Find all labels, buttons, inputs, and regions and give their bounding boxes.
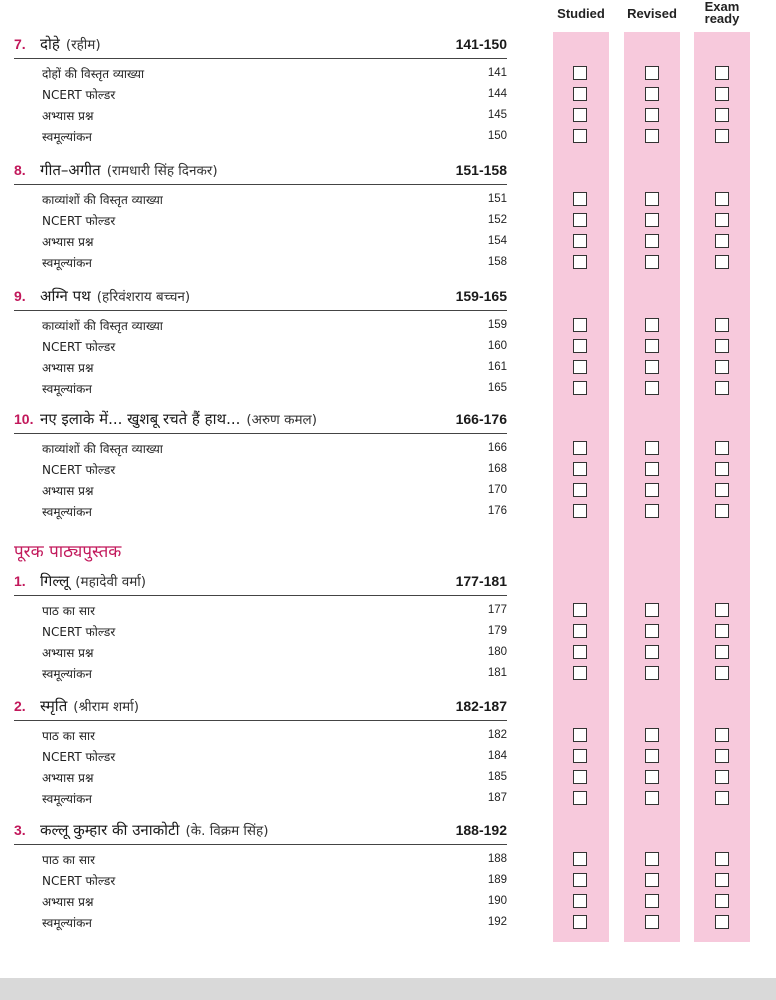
chapter-name	[40, 820, 269, 840]
studied-checkbox[interactable]	[573, 129, 587, 143]
section-row	[42, 107, 507, 125]
revised-checkbox[interactable]	[645, 894, 659, 908]
chapter-author: (के. विक्रम सिंह)	[185, 823, 269, 839]
section-row	[42, 65, 507, 83]
chapter-title-row	[14, 696, 507, 721]
chapter-name	[40, 571, 146, 591]
chapter-title: स्मृति	[40, 697, 68, 715]
studied-checkbox[interactable]	[573, 462, 587, 476]
exam-ready-checkbox[interactable]	[715, 462, 729, 476]
section-page: 170	[487, 484, 507, 496]
exam-ready-checkbox[interactable]	[715, 441, 729, 455]
chapter-author: (हरिवंशराय बच्चन)	[96, 289, 191, 305]
chapter-title: गीत–अगीत	[40, 161, 101, 179]
section-row	[42, 851, 507, 869]
revised-checkbox[interactable]	[645, 483, 659, 497]
revised-checkbox[interactable]	[645, 770, 659, 784]
section-page: 158	[487, 256, 507, 268]
chapter-author: (रहीम)	[65, 37, 101, 53]
section-label: अभ्यास प्रश्न	[42, 895, 94, 909]
section-row	[42, 727, 507, 745]
supplementary-textbook-heading: पूरक पाठ्यपुस्तक	[14, 542, 122, 562]
chapter-author: (अरुण कमल)	[246, 412, 317, 428]
chapter-page-range: 159-165	[455, 288, 507, 304]
chapter-author: (महादेवी वर्मा)	[75, 574, 147, 590]
revised-checkbox[interactable]	[645, 381, 659, 395]
exam-ready-checkbox[interactable]	[715, 894, 729, 908]
section-row	[42, 254, 507, 272]
section-page: 145	[487, 109, 507, 121]
exam-ready-checkbox[interactable]	[715, 749, 729, 763]
section-label: काव्यांशों की विस्तृत व्याख्या	[42, 442, 163, 456]
section-row	[42, 790, 507, 808]
section-row	[42, 623, 507, 641]
section-page: 190	[487, 895, 507, 907]
section-row	[42, 644, 507, 662]
revised-checkbox[interactable]	[645, 339, 659, 353]
exam-ready-checkbox[interactable]	[715, 339, 729, 353]
section-row	[42, 769, 507, 787]
section-label: स्वमूल्यांकन	[42, 916, 92, 930]
chapter-author: (श्रीराम शर्मा)	[73, 699, 139, 715]
section-page: 152	[487, 214, 507, 226]
section-page: 179	[487, 625, 507, 637]
chapter-number: 9.	[14, 288, 26, 304]
revised-checkbox[interactable]	[645, 213, 659, 227]
exam-ready-checkbox[interactable]	[715, 381, 729, 395]
studied-checkbox[interactable]	[573, 894, 587, 908]
studied-checkbox[interactable]	[573, 66, 587, 80]
revised-checkbox[interactable]	[645, 360, 659, 374]
chapter-title: कल्लू कुम्हार की उनाकोटी	[40, 821, 180, 839]
section-label: स्वमूल्यांकन	[42, 130, 92, 144]
section-page: 144	[487, 88, 507, 100]
exam-ready-checkbox[interactable]	[715, 318, 729, 332]
section-row	[42, 440, 507, 458]
section-page: 150	[487, 130, 507, 142]
exam-ready-checkbox[interactable]	[715, 645, 729, 659]
section-row	[42, 665, 507, 683]
section-label: NCERT फोल्डर	[42, 874, 116, 888]
exam-ready-checkbox[interactable]	[715, 234, 729, 248]
revised-checkbox[interactable]	[645, 66, 659, 80]
chapter-number: 7.	[14, 36, 26, 52]
section-label: अभ्यास प्रश्न	[42, 109, 94, 123]
exam-ready-checkbox[interactable]	[715, 213, 729, 227]
section-label: अभ्यास प्रश्न	[42, 235, 94, 249]
revised-checkbox[interactable]	[645, 749, 659, 763]
section-label: स्वमूल्यांकन	[42, 382, 92, 396]
section-label: पाठ का सार	[42, 604, 95, 618]
section-label: अभ्यास प्रश्न	[42, 771, 94, 785]
section-row	[42, 380, 507, 398]
exam-ready-column-header	[692, 1, 752, 25]
section-row	[42, 602, 507, 620]
revised-checkbox[interactable]	[645, 441, 659, 455]
studied-checkbox[interactable]	[573, 255, 587, 269]
studied-checkbox[interactable]	[573, 441, 587, 455]
section-label: पाठ का सार	[42, 853, 95, 867]
exam-ready-checkbox[interactable]	[715, 108, 729, 122]
chapter-number: 10.	[14, 411, 34, 427]
chapter-title-row	[14, 34, 507, 59]
revised-checkbox[interactable]	[645, 624, 659, 638]
studied-checkbox[interactable]	[573, 192, 587, 206]
chapter-title: अग्नि पथ	[40, 287, 91, 305]
studied-checkbox[interactable]	[573, 213, 587, 227]
chapter-title-row	[14, 160, 507, 185]
section-label: अभ्यास प्रश्न	[42, 484, 94, 498]
section-label: काव्यांशों की विस्तृत व्याख्या	[42, 193, 163, 207]
revised-checkbox[interactable]	[645, 462, 659, 476]
section-page: 177	[487, 604, 507, 616]
section-label: NCERT फोल्डर	[42, 750, 116, 764]
section-row	[42, 359, 507, 377]
chapter-title: दोहे	[40, 35, 60, 53]
studied-checkbox[interactable]	[573, 873, 587, 887]
section-label: स्वमूल्यांकन	[42, 792, 92, 806]
section-row	[42, 748, 507, 766]
chapter-page-range: 182-187	[455, 698, 507, 714]
section-page: 165	[487, 382, 507, 394]
section-page: 168	[487, 463, 507, 475]
revised-checkbox[interactable]	[645, 603, 659, 617]
exam-ready-checkbox[interactable]	[715, 915, 729, 929]
revised-checkbox[interactable]	[645, 852, 659, 866]
studied-checkbox[interactable]	[573, 791, 587, 805]
chapter-title-row	[14, 409, 507, 434]
section-page: 154	[487, 235, 507, 247]
section-row	[42, 317, 507, 335]
revised-checkbox[interactable]	[645, 791, 659, 805]
section-label: NCERT फोल्डर	[42, 88, 116, 102]
chapter-page-range: 141-150	[455, 36, 507, 52]
exam-ready-checkbox[interactable]	[715, 873, 729, 887]
revised-checkbox[interactable]	[645, 504, 659, 518]
exam-ready-checkbox[interactable]	[715, 728, 729, 742]
section-row	[42, 503, 507, 521]
studied-checkbox[interactable]	[573, 770, 587, 784]
section-row	[42, 233, 507, 251]
chapter-title-row	[14, 820, 507, 845]
exam-ready-line1: Exam	[704, 0, 740, 14]
chapter-name	[40, 34, 101, 54]
studied-checkbox[interactable]	[573, 624, 587, 638]
section-page: 176	[487, 505, 507, 517]
section-page: 182	[487, 729, 507, 741]
section-label: दोहों की विस्तृत व्याख्या	[42, 67, 145, 81]
revised-checkbox[interactable]	[645, 666, 659, 680]
section-page: 187	[487, 792, 507, 804]
exam-ready-checkbox[interactable]	[715, 483, 729, 497]
revised-checkbox[interactable]	[645, 129, 659, 143]
section-label: पाठ का सार	[42, 729, 95, 743]
section-page: 180	[487, 646, 507, 658]
revised-checkbox[interactable]	[645, 728, 659, 742]
studied-checkbox[interactable]	[573, 318, 587, 332]
section-page: 141	[487, 67, 507, 79]
studied-checkbox[interactable]	[573, 749, 587, 763]
studied-checkbox[interactable]	[573, 504, 587, 518]
section-page: 151	[487, 193, 507, 205]
chapter-number: 1.	[14, 573, 26, 589]
exam-ready-line2: ready	[704, 11, 740, 26]
chapter-page-range: 151-158	[455, 162, 507, 178]
exam-ready-checkbox[interactable]	[715, 666, 729, 680]
section-row	[42, 872, 507, 890]
revised-checkbox[interactable]	[645, 915, 659, 929]
chapter-name	[40, 696, 139, 716]
studied-column-header: Studied	[557, 6, 605, 21]
section-page: 166	[487, 442, 507, 454]
exam-ready-checkbox[interactable]	[715, 852, 729, 866]
section-row	[42, 338, 507, 356]
revised-checkbox[interactable]	[645, 318, 659, 332]
section-page: 192	[487, 916, 507, 928]
section-row	[42, 212, 507, 230]
section-label: स्वमूल्यांकन	[42, 667, 92, 681]
revised-column-header: Revised	[627, 6, 677, 21]
chapter-page-range: 188-192	[455, 822, 507, 838]
chapter-page-range: 177-181	[455, 573, 507, 589]
chapter-name	[40, 409, 317, 429]
studied-checkbox[interactable]	[573, 603, 587, 617]
chapter-number: 8.	[14, 162, 26, 178]
studied-checkbox[interactable]	[573, 339, 587, 353]
section-label: स्वमूल्यांकन	[42, 256, 92, 270]
chapter-page-range: 166-176	[455, 411, 507, 427]
studied-checkbox[interactable]	[573, 234, 587, 248]
studied-checkbox[interactable]	[573, 381, 587, 395]
section-label: NCERT फोल्डर	[42, 340, 116, 354]
studied-checkbox[interactable]	[573, 645, 587, 659]
section-label: काव्यांशों की विस्तृत व्याख्या	[42, 319, 163, 333]
chapter-title: नए इलाके में... खुशबू रचते हैं हाथ...	[40, 410, 241, 428]
exam-ready-checkbox[interactable]	[715, 192, 729, 206]
exam-ready-checkbox[interactable]	[715, 360, 729, 374]
exam-ready-checkbox[interactable]	[715, 255, 729, 269]
studied-checkbox[interactable]	[573, 852, 587, 866]
chapter-title-row	[14, 571, 507, 596]
section-label: स्वमूल्यांकन	[42, 505, 92, 519]
section-label: NCERT फोल्डर	[42, 463, 116, 477]
footer-bar	[0, 978, 776, 1000]
studied-checkbox[interactable]	[573, 108, 587, 122]
exam-ready-checkbox[interactable]	[715, 603, 729, 617]
exam-ready-checkbox[interactable]	[715, 87, 729, 101]
chapter-name	[40, 160, 218, 180]
revised-checkbox[interactable]	[645, 108, 659, 122]
revised-checkbox[interactable]	[645, 645, 659, 659]
section-row	[42, 191, 507, 209]
section-row	[42, 86, 507, 104]
studied-checkbox[interactable]	[573, 915, 587, 929]
section-row	[42, 482, 507, 500]
exam-ready-checkbox[interactable]	[715, 504, 729, 518]
revised-checkbox[interactable]	[645, 192, 659, 206]
revised-checkbox[interactable]	[645, 255, 659, 269]
section-page: 159	[487, 319, 507, 331]
exam-ready-checkbox[interactable]	[715, 770, 729, 784]
exam-ready-checkbox[interactable]	[715, 129, 729, 143]
section-row	[42, 893, 507, 911]
revised-checkbox[interactable]	[645, 873, 659, 887]
section-label: अभ्यास प्रश्न	[42, 361, 94, 375]
chapter-number: 2.	[14, 698, 26, 714]
revised-checkbox[interactable]	[645, 234, 659, 248]
section-label: NCERT फोल्डर	[42, 214, 116, 228]
studied-checkbox[interactable]	[573, 360, 587, 374]
studied-checkbox[interactable]	[573, 87, 587, 101]
exam-ready-checkbox[interactable]	[715, 66, 729, 80]
exam-ready-checkbox[interactable]	[715, 624, 729, 638]
studied-checkbox[interactable]	[573, 666, 587, 680]
chapter-author: (रामधारी सिंह दिनकर)	[106, 163, 218, 179]
section-row	[42, 128, 507, 146]
section-page: 185	[487, 771, 507, 783]
studied-checkbox[interactable]	[573, 728, 587, 742]
studied-checkbox[interactable]	[573, 483, 587, 497]
exam-ready-checkbox[interactable]	[715, 791, 729, 805]
chapter-number: 3.	[14, 822, 26, 838]
section-page: 181	[487, 667, 507, 679]
revised-checkbox[interactable]	[645, 87, 659, 101]
section-row	[42, 461, 507, 479]
section-page: 184	[487, 750, 507, 762]
section-label: अभ्यास प्रश्न	[42, 646, 94, 660]
section-row	[42, 914, 507, 932]
section-page: 160	[487, 340, 507, 352]
chapter-title-row	[14, 286, 507, 311]
chapter-title: गिल्लू	[40, 572, 70, 590]
section-label: NCERT फोल्डर	[42, 625, 116, 639]
section-page: 189	[487, 874, 507, 886]
section-page: 188	[487, 853, 507, 865]
chapter-name	[40, 286, 190, 306]
section-page: 161	[487, 361, 507, 373]
